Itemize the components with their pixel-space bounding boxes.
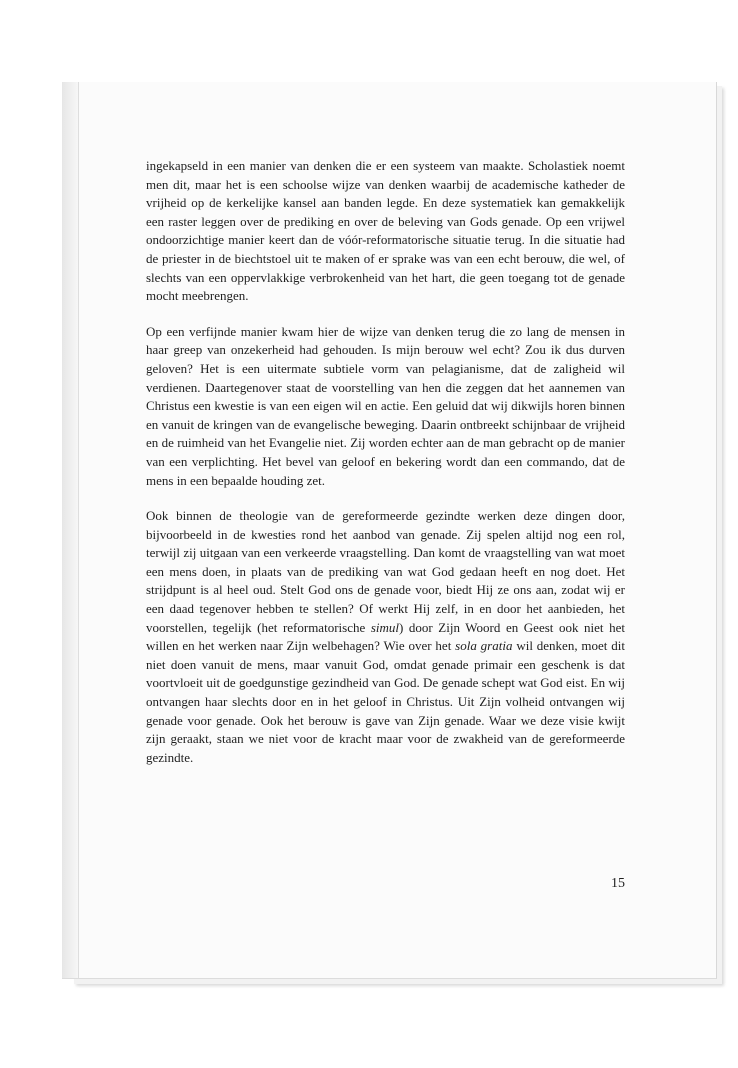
italic-term-sola-gratia: sola gratia — [455, 638, 513, 654]
paragraph-text: ) door Zijn Woord en Geest ook niet het willen en het werken naar Zijn welbehagen? Wie over het — [146, 619, 625, 654]
paragraph-text: Ook binnen de theologie van de gereformeerde gezindte werken deze dingen door, bijvoorbeeld in de kwesties rond het aanbod van genade. Zij spelen altijd nog een rol, terwijl zij uitgaan van een verkeerde vraagstelling. Dan komt de vraagstelling van wat moet een mens doen, in plaats van de prediking van wat God gedaan heeft en nog doet. Het strijdpunt is al heel oud. Stelt God ons de genade voor, biedt Hij ze ons aan, zodat wij er een daad tegenover hebben te stellen? Of werkt Hij zelf, in en door het aanbieden, het voorstellen, tegelijk (het reformatorische — [146, 508, 625, 635]
paragraph — [146, 323, 625, 490]
paragraph — [146, 507, 625, 767]
page-number: 15 — [611, 876, 625, 891]
paragraph — [146, 157, 625, 306]
body-text — [146, 157, 625, 784]
italic-term-simul: simul — [370, 619, 399, 635]
page-binding-fold — [62, 82, 79, 978]
paragraph-text: Op een verfijnde manier kwam hier de wijze van denken terug die zo lang de mensen in haar greep van onzekerheid had gehouden. Is mijn berouw wel echt? Zou ik dus durven geloven? Het is een uitermate subtiele vorm van pelagianisme, dat de zaligheid wil verdienen. Daartegenover staat de voorstelling van hen die zeggen dat het aannemen van Christus een kwestie is van een eigen wil en actie. Een geluid dat wij dikwijls horen binnen en vanuit de kringen van de evangelische beweging. Daarin ontbreekt schijnbaar de vrijheid en de ruimheid van het Evangelie niet. Zij worden echter aan de man gebracht op de manier van een verplichting. Het bevel van geloof en bekering wordt dan een commando, dat de mens in een bepaalde houding zet. — [146, 323, 625, 488]
paragraph-text: ingekapseld in een manier van denken die er een systeem van maakte. Scholastiek noemt men dit, maar het is een schoolse wijze van denken waarbij de academische katheder de vrijheid op de kerkelijke kansel aan banden legde. En deze systematiek kan gemakkelijk een raster leggen over de prediking en over de beleving van Gods genade. Op een vrijwel ondoorzichtige manier keert dan de vóór-reformatorische situatie terug. In die situatie had de priester in de biechtstoel uit te maken of er sprake was van een echt berouw, die wel, of slechts van een oppervlakkige verbrokenheid van het hart, die geen toegang tot de genade mocht meebrengen. — [146, 158, 625, 304]
paragraph-text: wil denken, moet dit niet doen vanuit de mens, maar vanuit God, omdat genade primair een geschenk is dat voortvloeit uit de goedgunstige gezindheid van God. De genade schept wat God eist. En wij ontvangen haar slechts door en in het geloof in Christus. Uit Zijn volheid ontvangen wij genade voor genade. Ook het berouw is gave van Zijn genade. Waar we deze visie kwijt zijn geraakt, staan we niet voor de kracht maar voor de zwakheid van de gereformeerde gezindte. — [146, 638, 625, 765]
